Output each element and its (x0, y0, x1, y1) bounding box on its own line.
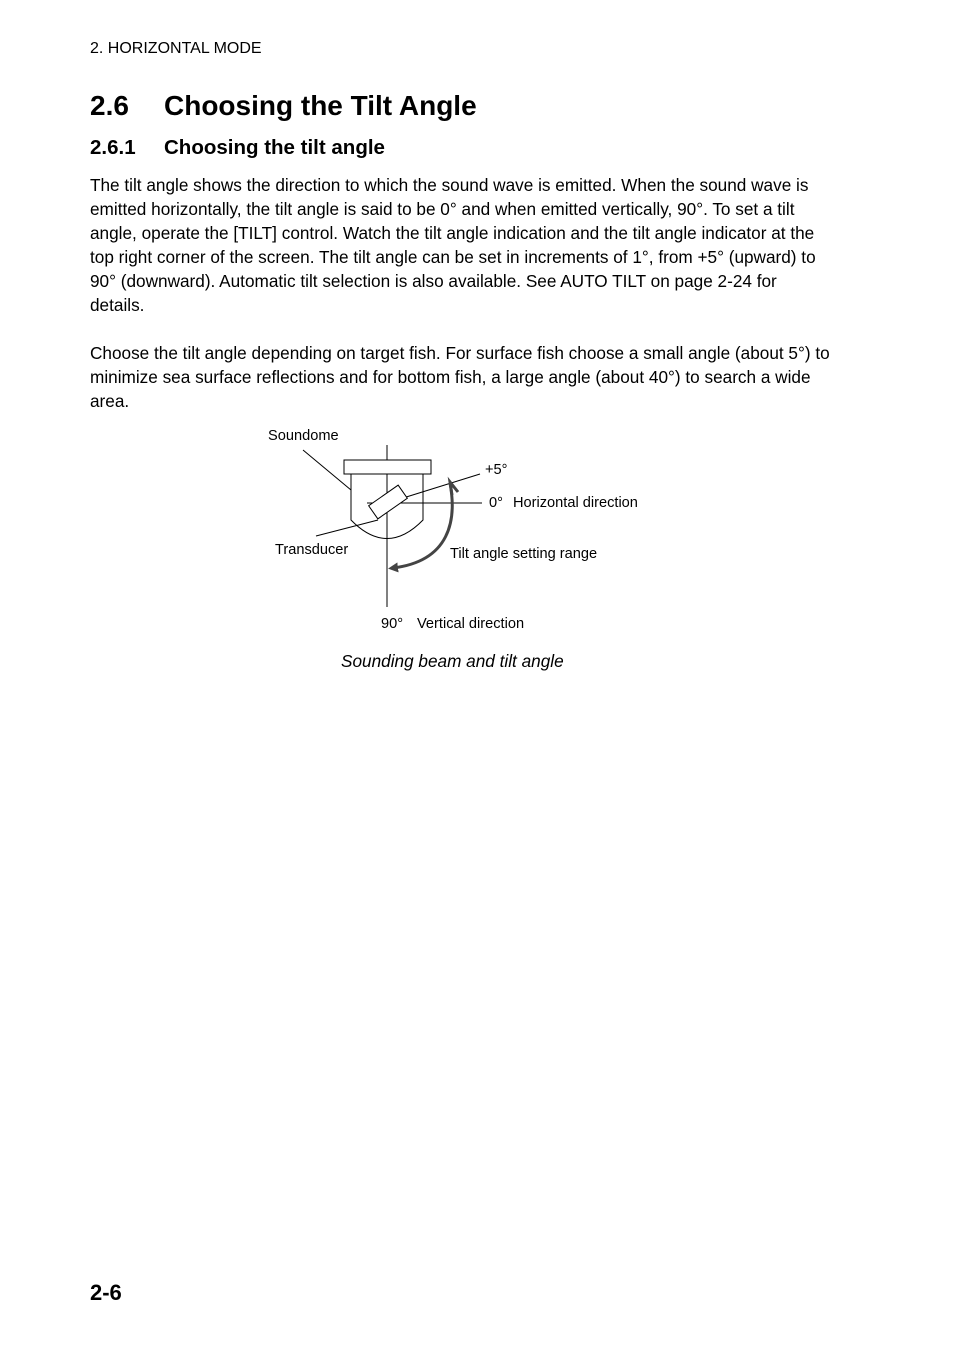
figure-caption: Sounding beam and tilt angle (341, 651, 564, 671)
soundome-cap (344, 460, 431, 474)
tilt-range-arrow-tail (450, 482, 458, 495)
subsection-title: Choosing the tilt angle (164, 136, 385, 159)
subsection-heading (90, 136, 385, 160)
label-soundome: Soundome (268, 428, 339, 444)
tilt-diagram-graphic (260, 425, 680, 640)
section-title: Choosing the Tilt Angle (164, 90, 477, 121)
label-zero: 0° (489, 495, 503, 511)
running-head: 2. HORIZONTAL MODE (90, 40, 262, 57)
transducer-element (369, 485, 408, 519)
label-plus5: +5° (485, 462, 508, 478)
page-number: 2-6 (90, 1280, 122, 1305)
label-horizontal-direction: Horizontal direction (513, 495, 638, 511)
label-transducer: Transducer (275, 542, 349, 558)
section-number: 2.6 (90, 90, 129, 121)
paragraph-tilt-choice: Choose the tilt angle depending on target fish. For surface fish choose a small angle (about 5°) to minimize sea surface reflections and for bottom fish, a large angle (about 40°) to search a wide area. (90, 343, 830, 411)
label-ninety: 90° (381, 616, 404, 632)
section-heading (90, 90, 477, 122)
subsection-number: 2.6.1 (90, 136, 136, 159)
label-tilt-range: Tilt angle setting range (450, 546, 598, 562)
label-vertical-direction: Vertical direction (417, 616, 525, 632)
paragraph-tilt-description: The tilt angle shows the direction to which the sound wave is emitted. When the sound wave is emitted horizontally, the tilt angle is said to be 0° and when emitted vertically, 90°. To set a tilt angle, operate the [TILT] control. Watch the tilt angle indication and the tilt angle indicator at the top right corner of the screen. The tilt angle can be set in increments of 1°, from +5° (upward) to 90° (downward). Automatic tilt selection is also available. See AUTO TILT on page 2-24 for details. (90, 175, 816, 315)
tilt-angle-diagram (260, 425, 680, 640)
